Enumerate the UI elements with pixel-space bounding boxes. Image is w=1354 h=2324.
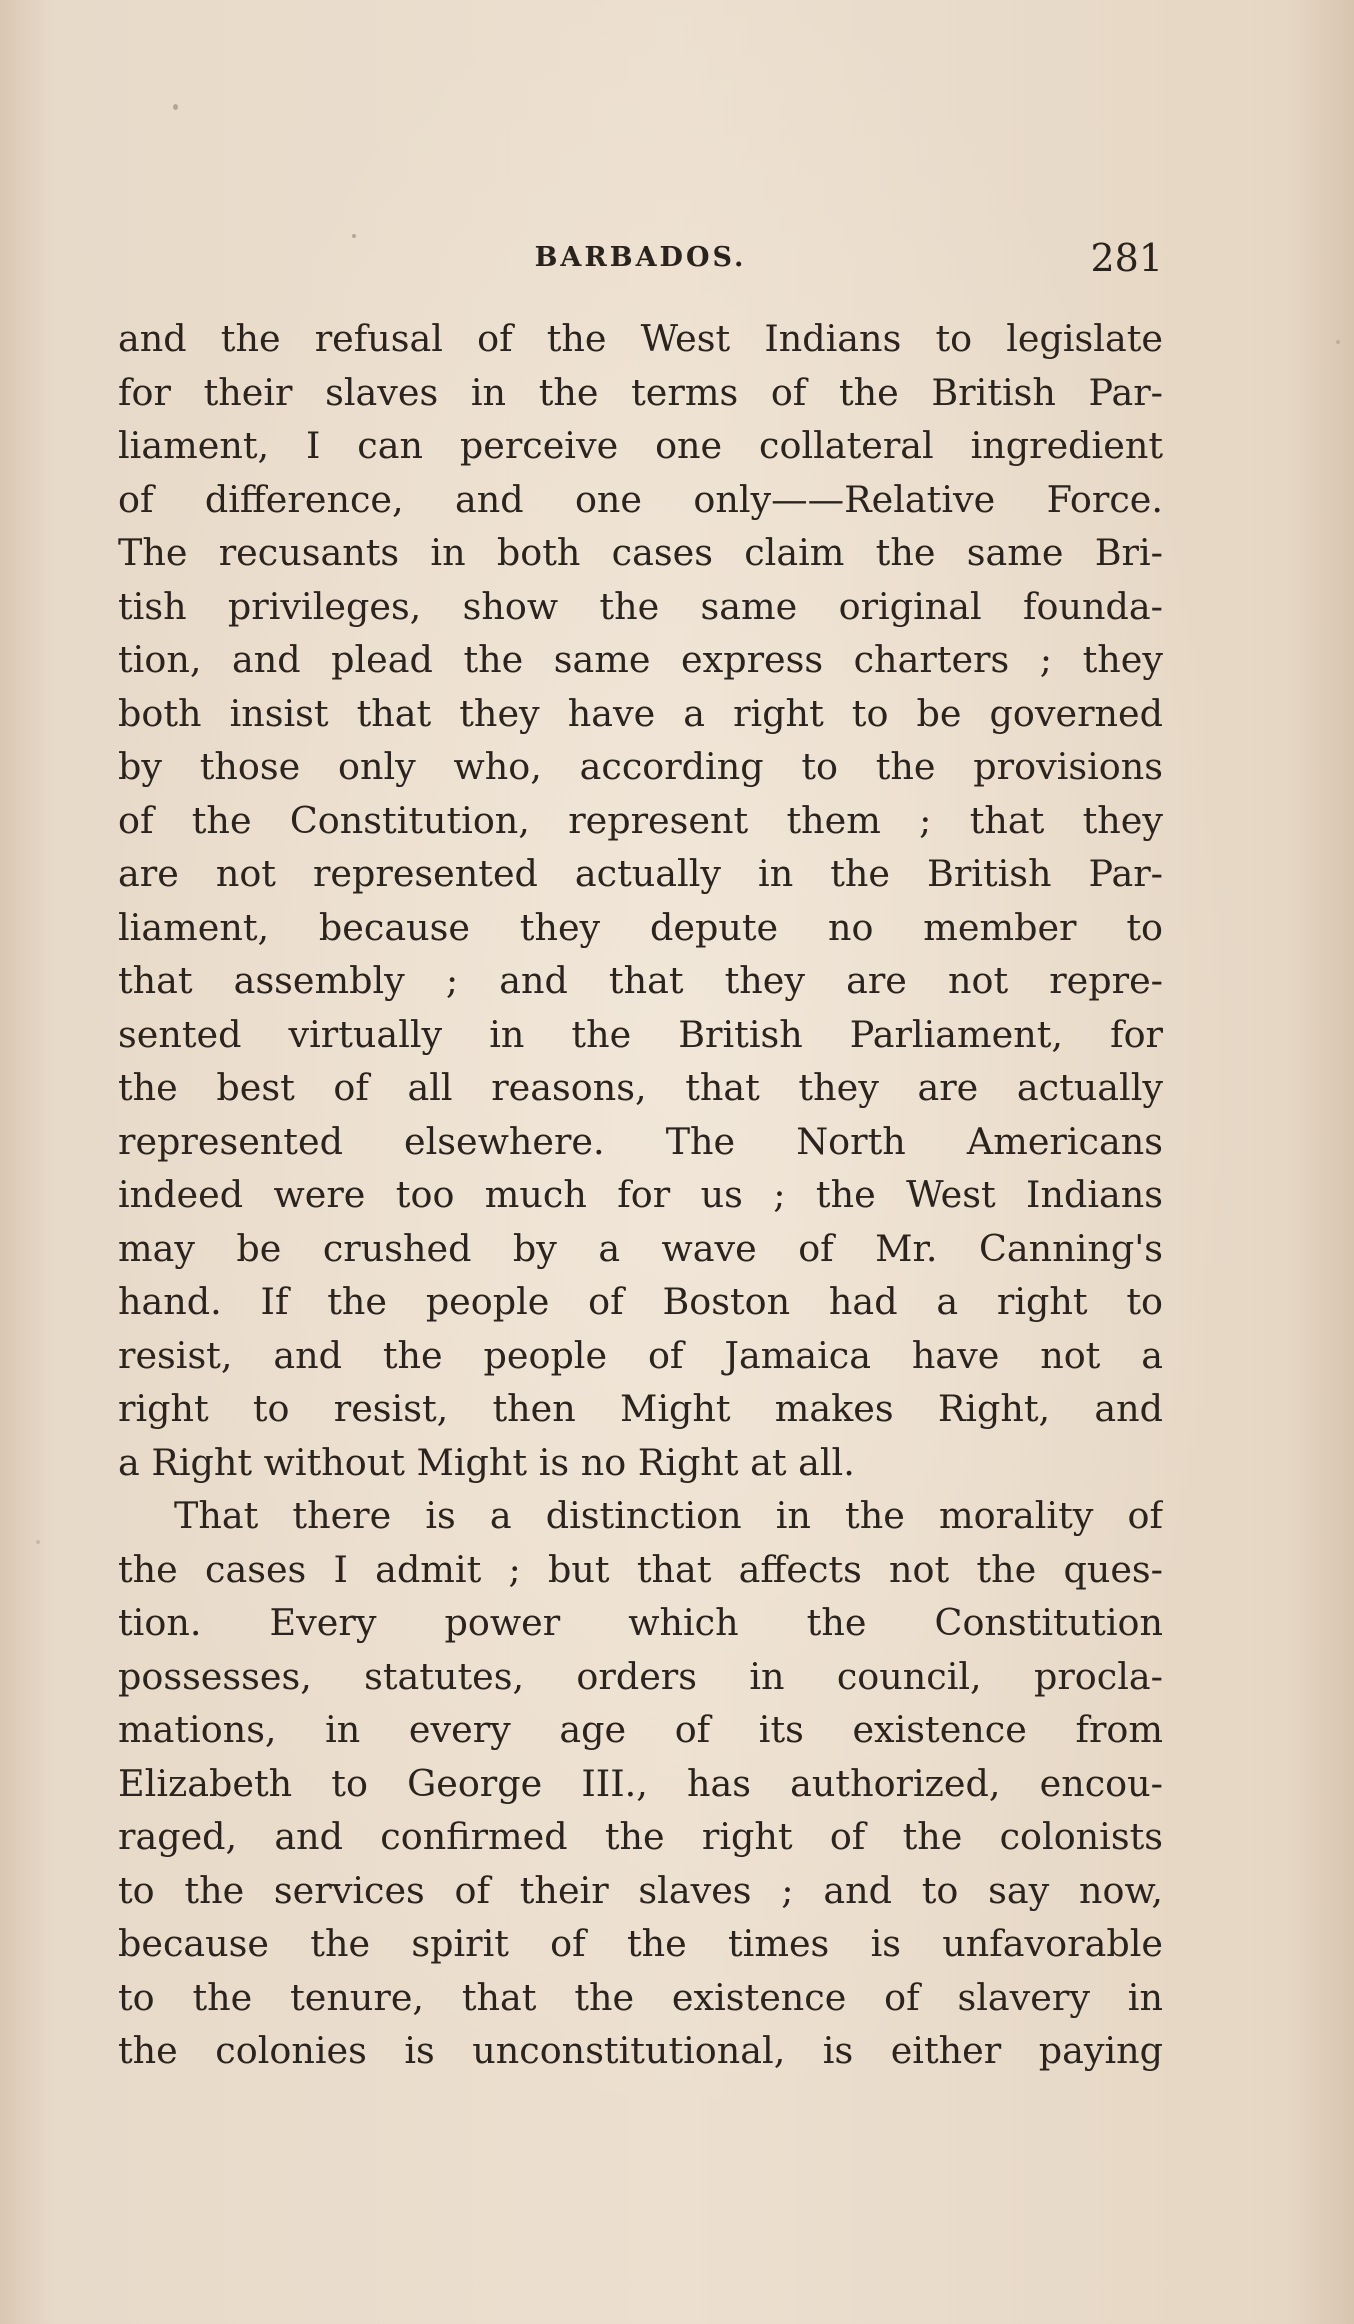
text-line: and the refusal of the West Indians to legislate: [118, 317, 1163, 360]
text-line: That there is a distinction in the morality of: [174, 1494, 1163, 1537]
body-text: [118, 312, 1163, 2078]
text-line: tion. Every power which the Constitution: [118, 1601, 1163, 1644]
text-line: tish privileges, show the same original founda-: [118, 584, 1163, 628]
text-line: The recusants in both cases claim the same Bri-: [118, 531, 1163, 574]
text-line: resist, and the people of Jamaica have not a: [118, 1333, 1163, 1377]
page-number: 281: [1090, 236, 1163, 280]
paper-speck: [173, 104, 178, 110]
text-line: may be crushed by a wave of Mr. Canning's: [118, 1226, 1163, 1270]
text-line: tion, and plead the same express charters ; they: [118, 638, 1163, 681]
text-line: to the tenure, that the existence of slavery in: [118, 1975, 1163, 2019]
text-line: raged, and confirmed the right of the colonists: [118, 1815, 1163, 1858]
text-line: by those only who, according to the provisions: [118, 745, 1163, 788]
text-line: because the spirit of the times is unfavorable: [118, 1922, 1163, 1965]
running-head: BARBADOS.: [534, 242, 747, 273]
text-line: mations, in every age of its existence from: [118, 1708, 1163, 1751]
text-line: liament, I can perceive one collateral ingredient: [118, 424, 1163, 467]
text-line: both insist that they have a right to be governed: [118, 691, 1163, 735]
text-line: that assembly ; and that they are not repre-: [118, 959, 1163, 1002]
paper-speck: [1336, 340, 1340, 344]
text-line: of difference, and one only——Relative Force.: [118, 477, 1163, 521]
text-line: indeed were too much for us ; the West Indians: [118, 1173, 1163, 1216]
text-line: liament, because they depute no member to: [118, 905, 1163, 949]
text-line: right to resist, then Might makes Right, and: [118, 1387, 1163, 1430]
text-line: of the Constitution, represent them ; that they: [118, 798, 1163, 842]
text-line: Elizabeth to George III., has authorized, encou-: [118, 1761, 1163, 1805]
text-line: the cases I admit ; but that affects not the ques-: [118, 1547, 1163, 1591]
text-line: sented virtually in the British Parliament, for: [118, 1012, 1163, 1056]
text-line: hand. If the people of Boston had a right to: [118, 1280, 1163, 1323]
paper-speck: [36, 1540, 40, 1544]
text-line: are not represented actually in the British Par-: [118, 852, 1163, 895]
text-line: the colonies is unconstitutional, is either paying: [118, 2029, 1163, 2072]
text-line: possesses, statutes, orders in council, procla-: [118, 1654, 1163, 1698]
text-line: represented elsewhere. The North Americans: [118, 1119, 1163, 1163]
text-line: the best of all reasons, that they are actually: [118, 1066, 1163, 1109]
page-header: [118, 238, 1163, 282]
text-line: to the services of their slaves ; and to say now,: [118, 1868, 1163, 1912]
text-line: a Right without Might is no Right at all.: [118, 1440, 855, 1484]
text-line: for their slaves in the terms of the British Par-: [118, 370, 1163, 414]
